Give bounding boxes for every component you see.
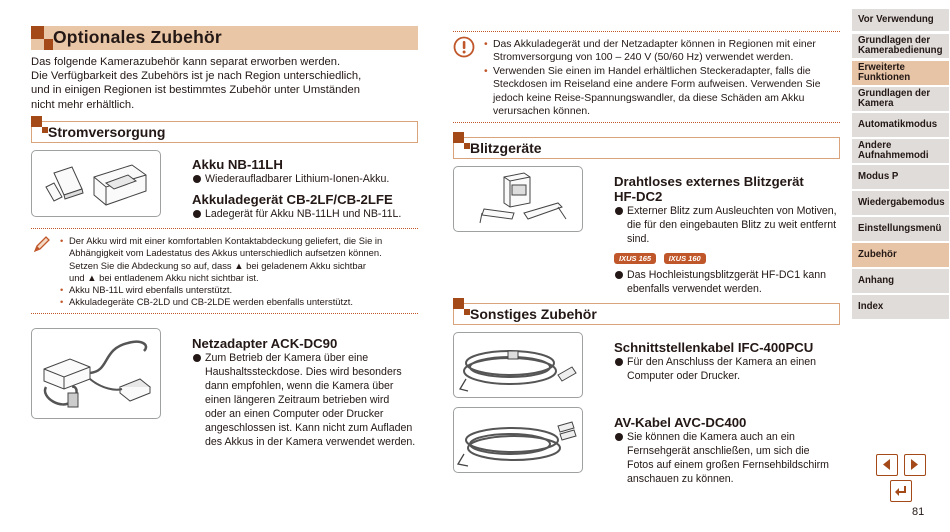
- arrow-left-icon: [877, 455, 896, 474]
- note-item: • Akku NB-11L wird ebenfalls unterstützt.: [60, 284, 420, 296]
- adapter-image: [31, 328, 161, 419]
- caution-list: [484, 38, 840, 118]
- page-title: Optionales Zubehör: [53, 27, 222, 47]
- av-cable-desc: Sie können die Kamera auch an ein Fernsehgerät anschließen, um sich die Fotos auf einem großen Fernsehbildschirm anschauen zu können.: [614, 430, 846, 486]
- return-button[interactable]: [890, 480, 912, 502]
- previous-page-button[interactable]: [876, 454, 898, 476]
- av-cable-title: AV-Kabel AVC-DC400: [614, 415, 747, 430]
- flash-desc-2: Das Hochleistungsblitzgerät HF-DC1 kann ebenfalls verwendet werden.: [614, 268, 846, 296]
- nav-item-einstellungsmenue[interactable]: Einstellungsmenü: [852, 217, 949, 241]
- nav-item-index[interactable]: Index: [852, 295, 949, 319]
- flash-image: [453, 166, 583, 232]
- adapter-title: Netzadapter ACK-DC90: [192, 336, 338, 351]
- adapter-desc: Zum Betrieb der Kamera über eine Haushaltssteckdose. Dies wird besonders dann empfohlen, wenn die Kamera über einen längeren Zeitraum betrieben wird oder an einen Computer oder Drucker angeschlossen ist. Kann nicht zum Aufladen des Akkus in der Kamera verwendet werden.: [192, 351, 424, 449]
- flash-entry: [614, 174, 846, 296]
- nav-item-zubehoer[interactable]: Zubehör: [852, 243, 949, 267]
- page-title-bar: [31, 26, 418, 50]
- flash-title: Drahtloses externes Blitzgerät HF-DC2: [614, 174, 804, 204]
- page-number: 81: [912, 506, 925, 518]
- note-list: [60, 235, 420, 309]
- model-badge: IXUS 160: [664, 253, 706, 264]
- interface-cable-title: Schnittstellenkabel IFC-400PCU: [614, 340, 814, 355]
- nav-item-anhang[interactable]: Anhang: [852, 269, 949, 293]
- nav-item-wiedergabemodus[interactable]: Wiedergabemodus: [852, 191, 949, 215]
- battery-title: Akku NB-11LH: [192, 157, 283, 172]
- interface-cable-image: [453, 332, 583, 398]
- nav-item-modus-p[interactable]: Modus P: [852, 165, 949, 189]
- flash-desc: Externer Blitz zum Ausleuchten von Motiven, die für den eingebauten Blitz zu weit entfernt sind.: [614, 204, 846, 246]
- caution-divider-top: [453, 31, 840, 32]
- interface-cable-desc: Für den Anschluss der Kamera an einen Computer oder Drucker.: [614, 355, 846, 383]
- interface-cable-entry: [614, 340, 846, 383]
- caution-icon: [453, 36, 475, 58]
- caution-item: • Verwenden Sie einen im Handel erhältlichen Steckeradapter, falls die Steckdosen im Reiseland eine andere Form aufweisen. Verwenden Sie jedoch keine Reise-Spannungswandler, da diese Schäden am Akku verursachen können.: [484, 65, 840, 119]
- model-badges: [614, 248, 846, 266]
- next-page-button[interactable]: [904, 454, 926, 476]
- nav-item-grundlagen-kamera[interactable]: Grundlagen der Kamera: [852, 87, 949, 111]
- section-header-other: Sonstiges Zubehör: [453, 303, 840, 325]
- charger-desc: Ladegerät für Akku NB-11LH und NB-11L.: [192, 207, 422, 221]
- charger-title: Akkuladegerät CB-2LF/CB-2LFE: [192, 192, 393, 207]
- pencil-note-icon: [32, 234, 52, 254]
- section-header-flash: Blitzgeräte: [453, 137, 840, 159]
- note-divider-bottom: [31, 313, 418, 314]
- caution-item: • Das Akkuladegerät und der Netzadapter können in Regionen mit einer Stromversorgung von 100 – 240 V (50/60 Hz) verwendet werden.: [484, 38, 840, 65]
- battery-entry: [192, 157, 422, 186]
- caution-divider-bottom: [453, 122, 840, 123]
- nav-item-vor-verwendung[interactable]: Vor Verwendung: [852, 9, 949, 31]
- note-divider-top: [31, 228, 418, 229]
- note-item: • Der Akku wird mit einer komfortablen Kontaktabdeckung geliefert, die Sie in Abhängigkeit vom Ladestatus des Akkus unterschiedlich aufsetzen können. Setzen Sie die Abdeckung so auf, dass ▲ bei geladenem Akku sichtbar und ▲ bei entladenem Akku nicht sichtbar ist.: [60, 235, 420, 284]
- nav-item-erweiterte-funktionen[interactable]: Erweiterte Funktionen: [852, 61, 949, 85]
- av-cable-entry: [614, 415, 846, 486]
- nav-item-grundlagen-kamerabedienung[interactable]: Grundlagen der Kamerabedienung: [852, 34, 949, 58]
- section-header-power: Stromversorgung: [31, 121, 418, 143]
- arrow-right-icon: [905, 455, 924, 474]
- note-item: • Akkuladegeräte CB-2LD und CB-2LDE werden ebenfalls unterstützt.: [60, 296, 420, 308]
- av-cable-image: [453, 407, 583, 473]
- battery-desc: Wiederaufladbarer Lithium-Ionen-Akku.: [192, 172, 422, 186]
- model-badge: IXUS 165: [614, 253, 656, 264]
- battery-charger-image: [31, 150, 161, 217]
- return-arrow-icon: [891, 481, 910, 500]
- nav-item-automatikmodus[interactable]: Automatikmodus: [852, 113, 949, 137]
- nav-item-andere-aufnahmemodi[interactable]: Andere Aufnahmemodi: [852, 139, 949, 163]
- charger-entry: [192, 192, 422, 221]
- intro-text: Das folgende Kamerazubehör kann separat erworben werden. Die Verfügbarkeit des Zubehörs ist je nach Region unterschiedlich, und in einigen Regionen ist bestimmtes Zubehör unter Umständen nicht mehr erhältlich.: [31, 56, 362, 111]
- adapter-entry: [192, 336, 424, 449]
